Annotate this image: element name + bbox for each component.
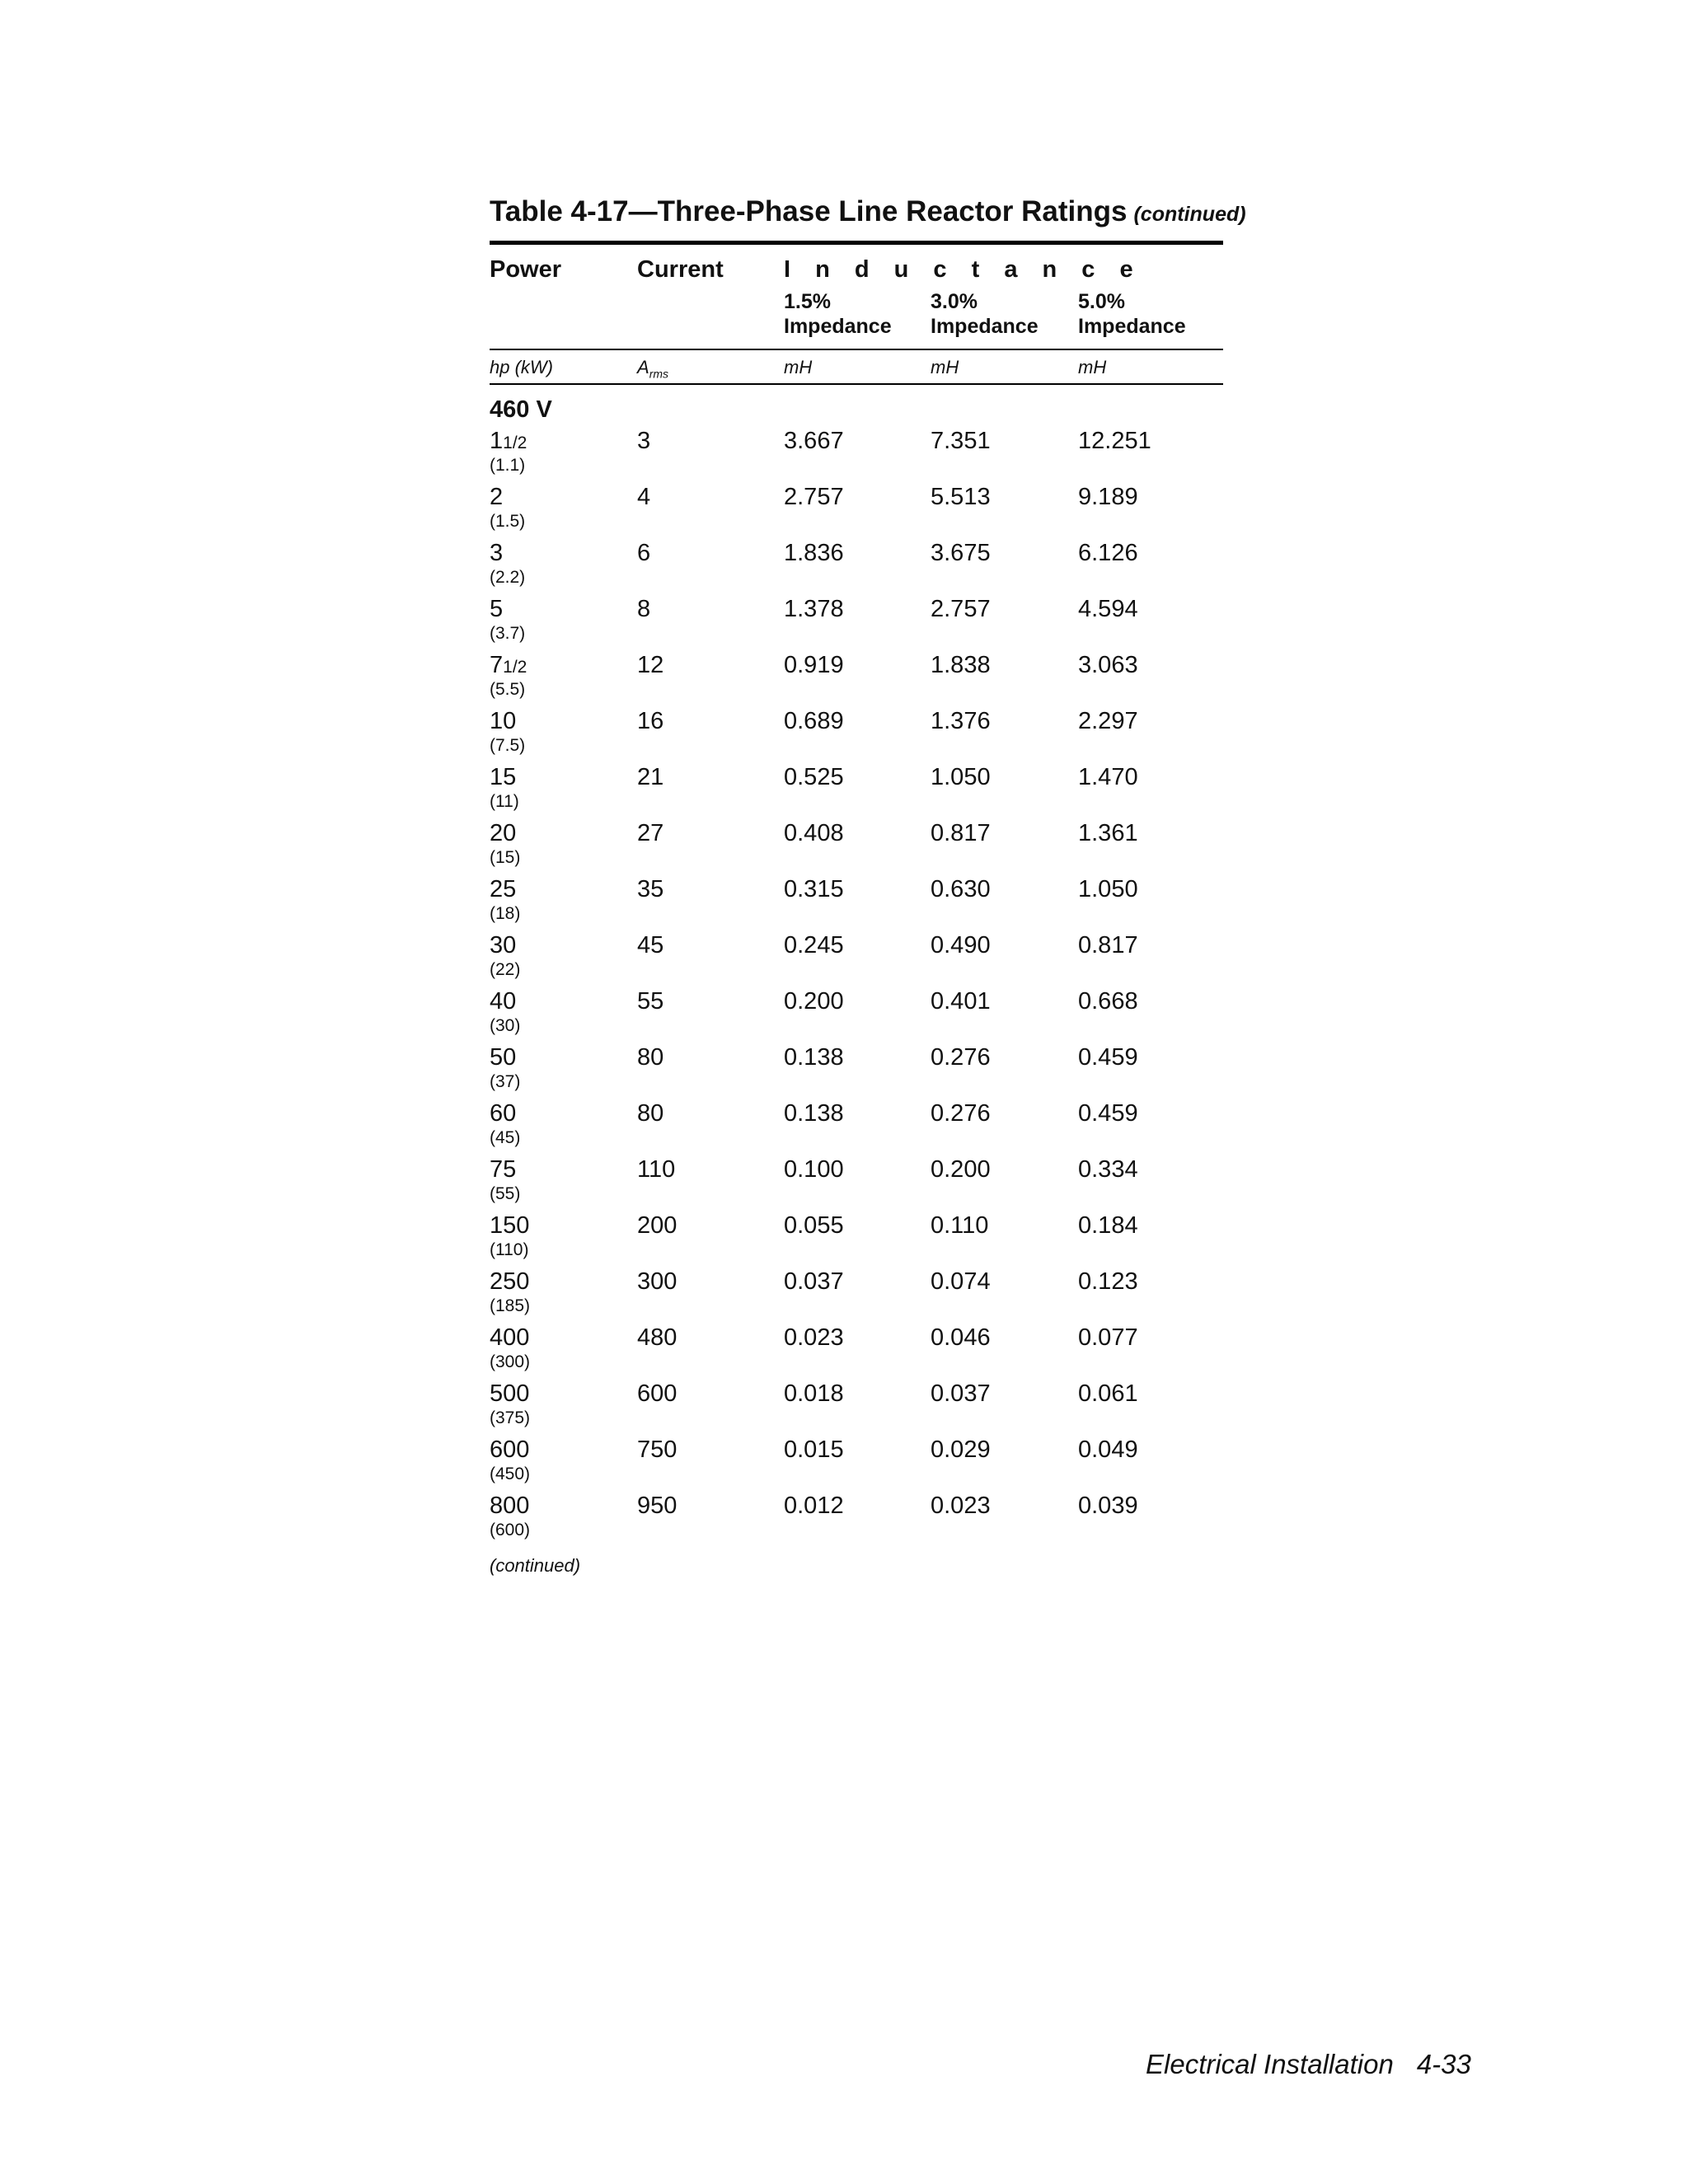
voltage-group-label: 460 V (490, 396, 552, 423)
header-row (490, 245, 1223, 289)
power-hp (490, 764, 516, 791)
power-kw: (2.2) (490, 568, 526, 587)
table-row (490, 820, 1223, 876)
power-kw: (22) (490, 960, 521, 979)
impedance-1-value: 0.315 (784, 876, 844, 902)
power-hp (490, 540, 503, 567)
impedance-3-value: 3.063 (1078, 652, 1138, 678)
power-hp-value: 500 (490, 1380, 530, 1407)
impedance-3-value: 12.251 (1078, 428, 1151, 454)
current-value: 27 (637, 820, 664, 846)
impedance-2-value: 7.351 (931, 428, 991, 454)
impedance-1-value: 0.012 (784, 1493, 844, 1519)
power-hp (490, 988, 516, 1015)
power-hp-value: 400 (490, 1324, 530, 1351)
impedance-1-value: 0.100 (784, 1156, 844, 1183)
power-hp (490, 820, 516, 847)
power-kw: (15) (490, 848, 521, 867)
power-kw: (11) (490, 792, 519, 811)
impedance-1-value: 2.757 (784, 484, 844, 510)
power-hp-value: 25 (490, 876, 517, 902)
units-row (490, 350, 1223, 383)
table-row (490, 932, 1223, 988)
impedance-header-row (490, 289, 1223, 349)
power-hp-value: 5 (490, 596, 504, 622)
power-hp (490, 1380, 529, 1408)
table-row (490, 1100, 1223, 1156)
table-footnote: (continued) (490, 1555, 581, 1576)
power-hp-value: 3 (490, 540, 504, 566)
table-row (490, 1156, 1223, 1212)
power-hp-value: 20 (490, 820, 517, 846)
unit-current-sub: rms (649, 367, 669, 381)
impedance-1-percent: 1.5% (784, 290, 831, 313)
power-hp (490, 652, 527, 679)
table-title (490, 194, 1246, 229)
impedance-3-value: 0.061 (1078, 1380, 1138, 1407)
current-value: 35 (637, 876, 664, 902)
current-value: 16 (637, 708, 664, 734)
impedance-2-value: 1.050 (931, 764, 991, 790)
power-kw: (600) (490, 1521, 531, 1540)
impedance-1-value: 0.138 (784, 1044, 844, 1071)
impedance-3-value: 0.123 (1078, 1268, 1138, 1295)
power-kw: (5.5) (490, 680, 526, 699)
power-hp (490, 1100, 516, 1127)
table-row (490, 1044, 1223, 1100)
power-hp-value: 75 (490, 1156, 517, 1183)
table-row (490, 1380, 1223, 1436)
table-body (490, 428, 1223, 1549)
power-hp (490, 1044, 516, 1071)
current-value: 80 (637, 1044, 664, 1071)
power-hp-fraction: 1/2 (503, 658, 528, 677)
unit-impedance-1: mH (784, 357, 813, 377)
impedance-2-value: 0.110 (931, 1212, 989, 1239)
power-kw: (110) (490, 1240, 529, 1259)
unit-current (637, 357, 668, 380)
power-hp (490, 1493, 529, 1520)
footer-page-number: 4-33 (1416, 2049, 1471, 2079)
power-kw: (1.5) (490, 512, 526, 531)
current-value: 300 (637, 1268, 678, 1295)
power-kw: (1.1) (490, 456, 526, 475)
impedance-1-label: Impedance (784, 315, 892, 338)
table-row (490, 1324, 1223, 1380)
impedance-3-value: 0.039 (1078, 1493, 1138, 1519)
impedance-1-value: 0.015 (784, 1436, 844, 1463)
power-kw: (7.5) (490, 736, 526, 755)
table-row (490, 764, 1223, 820)
impedance-3-value: 0.184 (1078, 1212, 1138, 1239)
table-row (490, 540, 1223, 596)
current-value: 45 (637, 932, 664, 958)
impedance-3-value: 0.668 (1078, 988, 1138, 1015)
power-hp-value: 150 (490, 1212, 530, 1239)
impedance-1-value: 0.018 (784, 1380, 844, 1407)
power-hp (490, 1268, 529, 1296)
table-row (490, 988, 1223, 1044)
power-hp (490, 428, 527, 455)
power-hp-value: 60 (490, 1100, 517, 1127)
current-value: 3 (637, 428, 651, 454)
impedance-1-value: 3.667 (784, 428, 844, 454)
impedance-2-value: 0.817 (931, 820, 991, 846)
power-hp (490, 708, 516, 735)
table-row (490, 652, 1223, 708)
impedance-2-value: 0.630 (931, 876, 991, 902)
impedance-1-value: 0.525 (784, 764, 844, 790)
impedance-2-value: 0.490 (931, 932, 991, 958)
power-kw: (45) (490, 1128, 521, 1147)
impedance-2-value: 0.037 (931, 1380, 991, 1407)
impedance-2-value: 3.675 (931, 540, 991, 566)
current-value: 12 (637, 652, 664, 678)
power-hp (490, 596, 503, 623)
power-hp-value: 10 (490, 708, 517, 734)
current-value: 8 (637, 596, 651, 622)
impedance-3-value: 1.470 (1078, 764, 1138, 790)
table-row (490, 1436, 1223, 1493)
power-hp (490, 876, 516, 903)
power-hp (490, 484, 503, 511)
current-value: 200 (637, 1212, 678, 1239)
impedance-2-value: 0.023 (931, 1493, 991, 1519)
power-hp (490, 1212, 529, 1240)
col-header-impedance-3 (1078, 289, 1186, 339)
impedance-2-value: 0.276 (931, 1100, 991, 1127)
power-hp-value: 15 (490, 764, 517, 790)
unit-current-main: A (637, 357, 649, 377)
power-kw: (55) (490, 1184, 521, 1203)
impedance-3-value: 0.049 (1078, 1436, 1138, 1463)
power-hp-fraction: 1/2 (503, 434, 528, 452)
power-kw: (18) (490, 904, 521, 923)
table-row (490, 1212, 1223, 1268)
impedance-1-value: 0.408 (784, 820, 844, 846)
power-hp-value: 40 (490, 988, 517, 1015)
col-header-current: Current (637, 256, 724, 283)
impedance-3-value: 9.189 (1078, 484, 1138, 510)
power-hp (490, 1324, 529, 1352)
impedance-3-value: 0.077 (1078, 1324, 1138, 1351)
impedance-3-value: 1.050 (1078, 876, 1138, 902)
impedance-3-value: 1.361 (1078, 820, 1138, 846)
impedance-2-value: 0.029 (931, 1436, 991, 1463)
power-hp (490, 932, 516, 959)
table-row (490, 708, 1223, 764)
impedance-1-value: 0.245 (784, 932, 844, 958)
current-value: 600 (637, 1380, 678, 1407)
impedance-2-label: Impedance (931, 315, 1039, 338)
impedance-3-value: 0.817 (1078, 932, 1138, 958)
power-hp-value: 1 (490, 428, 504, 454)
impedance-3-label: Impedance (1078, 315, 1186, 338)
current-value: 950 (637, 1493, 678, 1519)
impedance-2-percent: 3.0% (931, 290, 978, 313)
current-value: 4 (637, 484, 651, 510)
col-header-impedance-2 (931, 289, 1039, 339)
power-hp-value: 30 (490, 932, 517, 958)
power-hp-value: 7 (490, 652, 504, 678)
power-kw: (450) (490, 1465, 531, 1483)
impedance-2-value: 0.276 (931, 1044, 991, 1071)
impedance-1-value: 0.138 (784, 1100, 844, 1127)
power-hp (490, 1156, 516, 1183)
table-row (490, 428, 1223, 484)
impedance-1-value: 0.200 (784, 988, 844, 1015)
table-row (490, 1493, 1223, 1549)
impedance-2-value: 0.200 (931, 1156, 991, 1183)
unit-power: hp (kW) (490, 357, 553, 377)
impedance-1-value: 1.378 (784, 596, 844, 622)
power-hp-value: 600 (490, 1436, 530, 1463)
table-row (490, 596, 1223, 652)
impedance-3-value: 0.459 (1078, 1100, 1138, 1127)
page-footer (1146, 2049, 1471, 2080)
power-hp-value: 250 (490, 1268, 530, 1295)
table-row (490, 1268, 1223, 1324)
power-hp-value: 50 (490, 1044, 517, 1071)
table-title-note: (continued) (1133, 203, 1246, 226)
footer-section: Electrical Installation (1146, 2049, 1394, 2079)
impedance-1-value: 0.055 (784, 1212, 844, 1239)
impedance-2-value: 0.046 (931, 1324, 991, 1351)
current-value: 110 (637, 1156, 676, 1183)
reactor-ratings-table (490, 194, 1246, 1577)
col-header-power: Power (490, 256, 562, 283)
impedance-2-value: 2.757 (931, 596, 991, 622)
impedance-2-value: 0.401 (931, 988, 991, 1015)
power-kw: (300) (490, 1352, 531, 1371)
impedance-3-value: 2.297 (1078, 708, 1138, 734)
impedance-1-value: 0.037 (784, 1268, 844, 1295)
impedance-1-value: 1.836 (784, 540, 844, 566)
power-kw: (3.7) (490, 624, 526, 643)
impedance-1-value: 0.023 (784, 1324, 844, 1351)
impedance-1-value: 0.689 (784, 708, 844, 734)
power-kw: (375) (490, 1408, 531, 1427)
table-row (490, 484, 1223, 540)
current-value: 55 (637, 988, 664, 1015)
current-value: 480 (637, 1324, 678, 1351)
impedance-3-percent: 5.0% (1078, 290, 1125, 313)
power-kw: (185) (490, 1296, 531, 1315)
power-hp-value: 800 (490, 1493, 530, 1519)
impedance-2-value: 1.376 (931, 708, 991, 734)
unit-impedance-3: mH (1078, 357, 1107, 377)
unit-impedance-2: mH (931, 357, 959, 377)
col-header-impedance-1 (784, 289, 892, 339)
impedance-3-value: 0.334 (1078, 1156, 1138, 1183)
current-value: 80 (637, 1100, 664, 1127)
col-header-inductance: I n d u c t a n c e (784, 256, 1142, 283)
impedance-3-value: 6.126 (1078, 540, 1138, 566)
impedance-2-value: 0.074 (931, 1268, 991, 1295)
impedance-2-value: 1.838 (931, 652, 991, 678)
table-row (490, 876, 1223, 932)
impedance-3-value: 0.459 (1078, 1044, 1138, 1071)
table-title-text: Table 4-17—Three-Phase Line Reactor Ratings (490, 195, 1128, 227)
power-kw: (37) (490, 1072, 521, 1091)
power-hp-value: 2 (490, 484, 504, 510)
power-hp (490, 1436, 529, 1464)
units-rule (490, 383, 1223, 385)
current-value: 21 (637, 764, 664, 790)
impedance-3-value: 4.594 (1078, 596, 1138, 622)
impedance-2-value: 5.513 (931, 484, 991, 510)
power-kw: (30) (490, 1016, 521, 1035)
current-value: 750 (637, 1436, 678, 1463)
current-value: 6 (637, 540, 651, 566)
impedance-1-value: 0.919 (784, 652, 844, 678)
